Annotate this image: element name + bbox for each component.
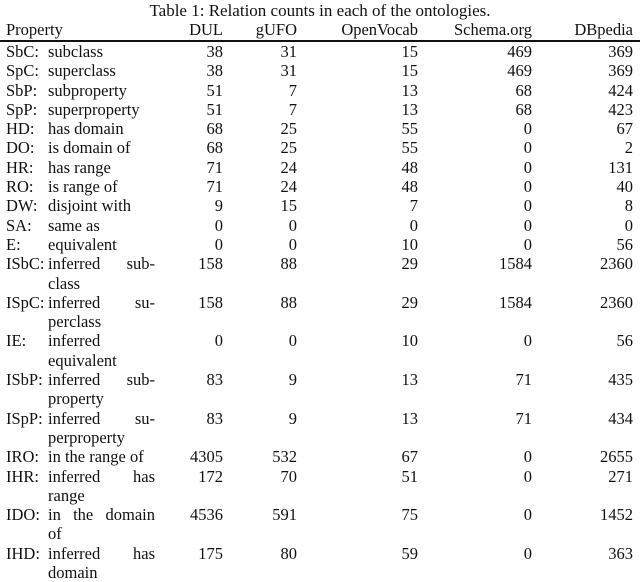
property-abbr: SA: (6, 215, 32, 235)
property-abbr: IE: (6, 331, 27, 351)
value-cell: 0 (523, 447, 532, 467)
value-cell: 424 (608, 80, 633, 100)
desc-line: same as (48, 215, 100, 235)
value-cell: 55 (401, 119, 418, 139)
value-cell: 469 (507, 42, 532, 61)
property-cell (0, 235, 155, 254)
value-cell: 56 (616, 234, 633, 254)
value-cell: 0 (288, 234, 297, 254)
property-desc (48, 138, 155, 157)
property-abbr: IDO: (6, 505, 40, 525)
table-row (0, 544, 640, 582)
table-row (0, 177, 640, 196)
value-cell: 1584 (499, 254, 532, 274)
property-abbr: IRO: (6, 447, 39, 467)
property-cell (0, 196, 155, 215)
table-row (0, 216, 640, 235)
desc-line: disjoint with (48, 196, 131, 216)
relation-counts-table (0, 20, 640, 582)
value-cell: 0 (523, 466, 532, 486)
property-desc (48, 81, 155, 100)
table-row (0, 447, 640, 466)
desc-line: inferred (48, 331, 101, 351)
value-cell: 0 (214, 234, 223, 254)
value-cell: 131 (608, 157, 633, 177)
property-abbr: SbC: (6, 42, 40, 61)
value-cell: 0 (523, 157, 532, 177)
value-cell: 0 (523, 177, 532, 197)
value-cell: 532 (272, 447, 297, 467)
value-cell: 0 (214, 331, 223, 351)
value-cell: 469 (507, 61, 532, 81)
value-cell: 0 (523, 505, 532, 525)
table-row (0, 119, 640, 138)
property-abbr: ISbP: (6, 370, 43, 390)
property-cell (0, 61, 155, 80)
value-cell: 25 (280, 119, 297, 139)
property-cell (0, 119, 155, 138)
value-cell: 369 (608, 42, 633, 61)
property-desc (48, 158, 155, 177)
value-cell: 51 (401, 466, 418, 486)
value-cell: 24 (280, 157, 297, 177)
property-cell (0, 544, 155, 582)
value-cell: 369 (608, 61, 633, 81)
desc-line: subproperty (48, 80, 127, 100)
desc-line: inferred has (48, 543, 155, 563)
property-cell (0, 370, 155, 409)
value-cell: 4305 (190, 447, 223, 467)
desc-line: equivalent (48, 350, 117, 370)
desc-line: range (48, 485, 85, 505)
property-desc (48, 196, 155, 215)
value-cell: 7 (288, 80, 297, 100)
value-cell: 10 (401, 234, 418, 254)
value-cell: 0 (288, 215, 297, 235)
value-cell: 1452 (600, 505, 633, 525)
table-row (0, 370, 640, 409)
value-cell: 25 (280, 138, 297, 158)
value-cell: 0 (624, 215, 633, 235)
value-cell: 0 (523, 196, 532, 216)
property-cell (0, 447, 155, 466)
value-cell: 15 (280, 196, 297, 216)
table-row (0, 331, 640, 370)
table-caption: Table 1: Relation counts in each of the ontologies. (149, 1, 491, 20)
property-abbr: SpC: (6, 61, 40, 81)
desc-line: inferred su- (48, 292, 155, 312)
property-cell (0, 138, 155, 157)
property-desc (48, 293, 155, 332)
value-cell: 88 (280, 292, 297, 312)
value-cell: 2655 (600, 447, 633, 467)
value-cell: 158 (198, 292, 223, 312)
property-desc (48, 447, 155, 466)
value-cell: 10 (401, 331, 418, 351)
value-cell: 0 (214, 215, 223, 235)
value-cell: 435 (608, 370, 633, 390)
table-row (0, 409, 640, 448)
value-cell: 29 (401, 292, 418, 312)
property-desc (48, 216, 155, 235)
property-abbr: DO: (6, 138, 35, 158)
desc-line: has domain (48, 119, 124, 139)
value-cell: 9 (214, 196, 223, 216)
table-row (0, 61, 640, 80)
value-cell: 423 (608, 99, 633, 119)
value-cell: 172 (198, 466, 223, 486)
value-cell: 83 (206, 370, 223, 390)
property-abbr: SpP: (6, 99, 38, 119)
value-cell: 29 (401, 254, 418, 274)
value-cell: 0 (409, 215, 418, 235)
value-cell: 591 (272, 505, 297, 525)
value-cell: 40 (616, 177, 633, 197)
desc-line: inferred sub- (48, 254, 155, 274)
value-cell: 1584 (499, 292, 532, 312)
property-abbr: HD: (6, 119, 35, 139)
property-abbr: IHD: (6, 543, 40, 563)
value-cell: 88 (280, 254, 297, 274)
column-header-openvocab: OpenVocab (300, 20, 421, 41)
value-cell: 0 (523, 215, 532, 235)
value-cell: 0 (523, 138, 532, 158)
desc-line: has range (48, 157, 111, 177)
table-row (0, 235, 640, 254)
column-header-dbpedia: DBpedia (535, 20, 640, 41)
property-desc (48, 119, 155, 138)
property-cell (0, 100, 155, 119)
property-cell (0, 81, 155, 100)
value-cell: 4536 (190, 505, 223, 525)
property-abbr: DW: (6, 196, 38, 216)
property-desc (48, 100, 155, 119)
column-header-gufo: gUFO (226, 20, 300, 41)
desc-line: is range of (48, 177, 118, 197)
value-cell: 68 (206, 138, 223, 158)
property-cell (0, 158, 155, 177)
value-cell: 31 (280, 61, 297, 81)
value-cell: 7 (288, 99, 297, 119)
property-abbr: ISbC: (6, 254, 45, 274)
property-abbr: HR: (6, 157, 34, 177)
desc-line: in the domain (48, 505, 155, 525)
desc-line: perproperty (48, 427, 125, 447)
property-desc (48, 544, 155, 582)
value-cell: 68 (206, 119, 223, 139)
property-cell (0, 216, 155, 235)
property-cell (0, 254, 155, 293)
value-cell: 71 (515, 370, 532, 390)
desc-line: equivalent (48, 234, 117, 254)
value-cell: 363 (608, 543, 633, 563)
value-cell: 13 (401, 408, 418, 428)
property-desc (48, 505, 155, 544)
property-cell (0, 505, 155, 544)
value-cell: 0 (523, 119, 532, 139)
value-cell: 31 (280, 42, 297, 61)
value-cell: 2360 (600, 254, 633, 274)
value-cell: 67 (616, 119, 633, 139)
desc-line: class (48, 273, 81, 293)
value-cell: 15 (401, 61, 418, 81)
desc-line: subclass (48, 42, 103, 61)
desc-line: superclass (48, 61, 116, 81)
desc-line: property (48, 389, 104, 409)
table-row (0, 254, 640, 293)
value-cell: 56 (616, 331, 633, 351)
value-cell: 48 (401, 177, 418, 197)
value-cell: 2360 (600, 292, 633, 312)
value-cell: 24 (280, 177, 297, 197)
header-row (0, 20, 640, 41)
value-cell: 0 (288, 331, 297, 351)
value-cell: 48 (401, 157, 418, 177)
property-abbr: ISpC: (6, 292, 45, 312)
property-cell (0, 293, 155, 332)
desc-line: superproperty (48, 99, 140, 119)
property-desc (48, 177, 155, 196)
property-abbr: RO: (6, 177, 34, 197)
property-cell (0, 467, 155, 506)
property-abbr: ISpP: (6, 408, 43, 428)
property-abbr: SbP: (6, 80, 38, 100)
table-row (0, 81, 640, 100)
desc-line: in the range of (48, 447, 144, 467)
value-cell: 271 (608, 466, 633, 486)
value-cell: 13 (401, 99, 418, 119)
column-header-property: Property (0, 20, 155, 41)
value-cell: 0 (523, 234, 532, 254)
value-cell: 0 (523, 543, 532, 563)
property-desc (48, 370, 155, 409)
desc-line: is domain of (48, 138, 131, 158)
value-cell: 80 (280, 543, 297, 563)
value-cell: 68 (515, 99, 532, 119)
column-header-dul: DUL (155, 20, 226, 41)
table-row (0, 158, 640, 177)
property-desc (48, 331, 155, 370)
value-cell: 51 (206, 80, 223, 100)
table-row (0, 41, 640, 61)
desc-line: inferred su- (48, 408, 155, 428)
table-row (0, 467, 640, 506)
value-cell: 0 (523, 331, 532, 351)
value-cell: 15 (401, 42, 418, 61)
value-cell: 38 (206, 42, 223, 61)
value-cell: 13 (401, 80, 418, 100)
value-cell: 68 (515, 80, 532, 100)
desc-line: domain (48, 563, 98, 582)
value-cell: 8 (624, 196, 633, 216)
property-abbr: IHR: (6, 466, 39, 486)
property-desc (48, 42, 155, 61)
desc-line: inferred sub- (48, 370, 155, 390)
desc-line: inferred has (48, 466, 155, 486)
value-cell: 434 (608, 408, 633, 428)
value-cell: 175 (198, 543, 223, 563)
table-body (0, 41, 640, 582)
table-row (0, 100, 640, 119)
value-cell: 71 (515, 408, 532, 428)
value-cell: 2 (624, 138, 633, 158)
value-cell: 9 (288, 408, 297, 428)
property-desc (48, 61, 155, 80)
value-cell: 51 (206, 99, 223, 119)
value-cell: 71 (206, 177, 223, 197)
value-cell: 13 (401, 370, 418, 390)
value-cell: 55 (401, 138, 418, 158)
desc-line: perclass (48, 312, 102, 332)
value-cell: 7 (409, 196, 418, 216)
value-cell: 71 (206, 157, 223, 177)
table-row (0, 138, 640, 157)
value-cell: 83 (206, 408, 223, 428)
table-row (0, 196, 640, 215)
value-cell: 59 (401, 543, 418, 563)
property-cell (0, 177, 155, 196)
desc-line: of (48, 524, 62, 544)
value-cell: 158 (198, 254, 223, 274)
property-cell (0, 331, 155, 370)
property-cell (0, 409, 155, 448)
value-cell: 67 (401, 447, 418, 467)
table-row (0, 505, 640, 544)
value-cell: 9 (288, 370, 297, 390)
property-cell (0, 41, 155, 61)
property-abbr: E: (6, 234, 21, 254)
value-cell: 38 (206, 61, 223, 81)
value-cell: 70 (280, 466, 297, 486)
column-header-schema-org: Schema.org (421, 20, 535, 41)
property-desc (48, 254, 155, 293)
property-desc (48, 235, 155, 254)
property-desc (48, 409, 155, 448)
table-row (0, 293, 640, 332)
property-desc (48, 467, 155, 506)
value-cell: 75 (401, 505, 418, 525)
